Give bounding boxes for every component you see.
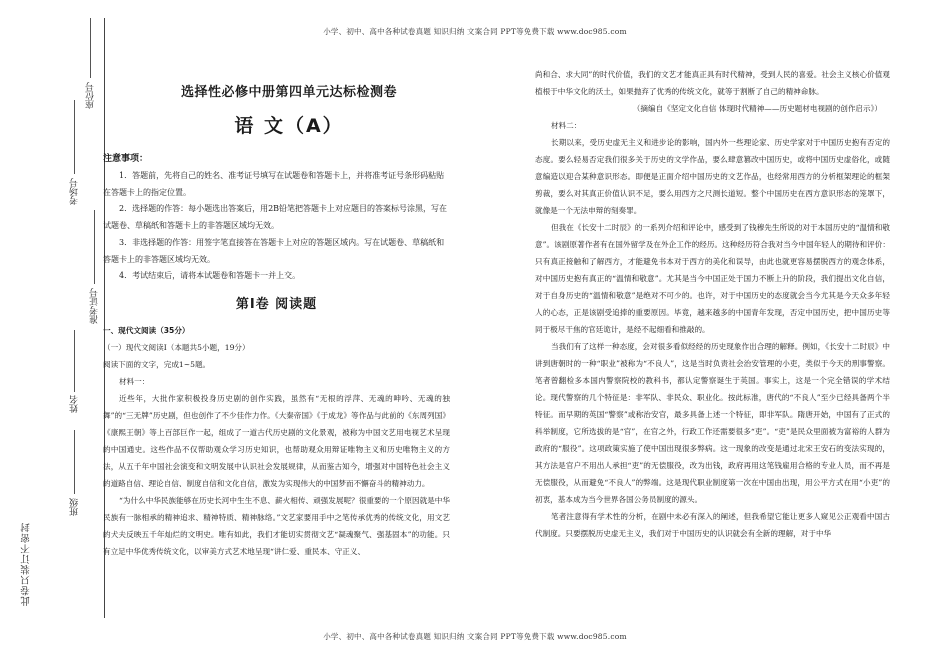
name-label: 姓名 [70,395,80,413]
paragraph: 但我在《长安十二时辰》的一系列介绍和评论中，感受到了钱穆先生所说的对于本国历史的“温情和敬意”。该剧原著作者有在国外留学及在外企工作的经历。这种经历符合我对当今中国年轻人的期待和评价：只有真正接触和了解西方，才能避免书本对于西方的美化和误导，由此也就更容易摆脱西方的观念体系，对中国历史抱有真正的“温情和敬意”。尤其是当今中国正处于国力不断上升的阶段，我们提出文化自信，对于自身历史的“温情和敬意”是绝对不可少的。也许，对于中国历史的态度就会当今尤其是今天众多年轻人的心态，正是该剧受追捧的重要原因。毕竟，越来越多的中国青年发现，否定中国历史，把中国历史等同于极尽干焦的官廷诡计，是经不起细看和推敲的。 [535,223,890,334]
material-1-label: 材料一： [119,377,150,386]
left-column-body [103,322,450,560]
exam-number-line [94,210,95,284]
paragraph: 当我们有了这样一种态度，会对很多看似经经的历史现象作出合理的解释。例如，《长安十二时辰》中讲到唐朝时的一种“职业”被称为“不良人”，这是当时负责社会治安管理的小吏，类似于今天的刑事警察。笔者曾翻检多本国内警察院校的教科书，都认定警察诞生于英国。事实上，这是一个完全错误的学术结论。现代警察的几个特征是：非军队、非民众、职业化。按此标准，唐代的“不良人”至少已经具备两个半特征。而早期的英国“警察”或称治安官，最多具备上述一个特征，即非军队。隋唐开始，中国有了正式的科举制度，它所选拔的是“官”，在官之外，行政工作还需要很多“吏”。“吏”是民众里面被为富裕的人群为政府的“服役”。这项政策实施了使中国出现很多弊病。这一现象的改变是通过北宋王安石的变法实现的，其方法是官户不用出人承担“吏”的无偿服役，改为出钱，政府再用这笔钱雇用合格的专业人员，而不再是无偿服役，从而避免“不良人”的弊端。这是现代职业制度第一次在中国由出现，用公平方式在用“小吏”的初衷，基本成为当今世界各国公务员制度的源头。 [535,342,890,504]
exam-room-line [74,100,75,174]
paragraph: 长期以来，受历史虚无主义和进步论的影响，国内外一些理论家、历史学家对于中国历史抱有否定的态度。要么轻易否定我们很多关于历史的文学作品，要么肆意篡改中国历史，或将中国历史虚俗化，或随意编造以迎合某种意识形态。即便是正面介绍中国历史的文艺作品，也经常用西方的分析框架理论的框架剪裁，要么对其真正价值认识不足，要么用西方之尺测长道短。整个中国历史在西方意识形态的笼罩下，就像是一个无法申辩的刻奏罪。 [535,138,890,215]
paragraph: 尚和合、求大同”的时代价值，我们的文艺才能真正具有时代精神，受到人民的喜爱。社会主义核心价值观植根于中华文化的沃土，如果抛弃了优秀的传统文化，就等于割断了自己的精神命脉。 [535,70,890,96]
class-label: 班级 [70,498,80,516]
page-footer: 小学、初中、高中各种试卷真题 知识归纳 文案合同 PPT等免费下载 www.doc985.com [323,632,627,641]
paragraph: 近些年，大批作家积极投身历史剧的创作实践，虽然有“无根的浮萍、无魂的呻吟、无魂的独舞”的“三无牌”历史剧，但也创作了不少佳作力作。《大秦帝国》《于成龙》等作品与此前的《东周列国》《康熙王朝》等上百部巨作一起，组成了一道古代历史剧的文化景观，被称为中国文艺用电视艺术呈现的中国通史。这些作品不仅帮助观众学习历史知识，也帮助观众用辩证唯物主义和历史唯物主义的方法，从五千年中国社会演变和文明发展中认识社会发展规律，从而鉴古知今，增强对中国特色社会主义的道路自信、理论自信、制度自信和文化自信，激发为实现伟大的中国梦而不懈奋斗的精神动力。 [103,394,450,488]
seat-label: 座位号 [86,82,96,109]
material-2-label: 材料二： [551,121,582,130]
notice-item: 1．答题前，先将自己的姓名、准考证号填写在试题卷和答题卡上，并将准考证号条形码粘贴在答题卡上的指定位置。 [103,171,445,197]
seal-notice: 此卷只装订不密封 [21,522,32,606]
section-title: 第Ⅰ卷 阅读题 [235,297,318,312]
sub-heading: （一）现代文阅读Ⅰ（本题共5小题，19分） [103,343,250,352]
instruction: 阅读下面的文字，完成1~5题。 [103,360,211,369]
right-column-body [535,66,890,542]
exam-title: 选择性必修中册第四单元达标检测卷 [180,85,397,100]
notice-item: 4．考试结束后，请将本试题卷和答题卡一并上交。 [119,271,301,281]
class-line [74,430,75,494]
name-line [74,330,75,392]
notice-title: 注意事项： [103,154,149,164]
notice-list [103,168,450,285]
paragraph: “为什么中华民族能够在历史长河中生生不息、薪火相传、顽强发展呢？很重要的一个原因就是中华民族有一脉相承的精神追求、精神特质、精神脉络。”文艺家要用手中之笔传承优秀的传统文化，用文艺的犬夫反映五千年灿烂的文明史。唯有如此，我们才能切实贯彻文艺“凝魂聚气、强基固本”的功能。只有立足中华优秀传统文化，以审美方式艺术地呈现“讲仁爱、重民本、守正义、 [103,496,450,556]
source-citation: （摘编自《坚定文化自信 体现时代精神——历史题材电视剧的创作启示》） [632,104,882,113]
exam-subtitle: 语 文（A） [234,115,344,137]
exam-room-label: 考场号 [70,178,80,205]
binding-margin [0,0,120,672]
seat-line [90,18,91,78]
notice-item: 2．选择题的作答：每小题选出答案后，用2B铅笔把答题卡上对应题目的答案标号涂黑，写在试题卷、草稿纸和答题卡上的非答题区域均无效。 [103,204,448,231]
notice-item: 3．非选择题的作答：用签字笔直接答在答题卡上对应的答题区域内。写在试题卷、草稿纸和答题卡上的非答题区域均无效。 [103,237,445,264]
exam-number-label: 准考证号 [90,288,100,324]
paragraph: 笔者注意得有学术性的分析，在剧中未必有深入的阐述，但我希望它能让更多人窥见公正观看中国古代制度。只要摆脱历史虚无主义，我们对于中国历史的认识就会有全新的理解，对于中华 [535,512,890,538]
part-heading: 一、现代文阅读（35分） [103,326,190,335]
page-header: 小学、初中、高中各种试卷真题 知识归纳 文案合同 PPT等免费下载 www.doc985.com [323,27,627,36]
